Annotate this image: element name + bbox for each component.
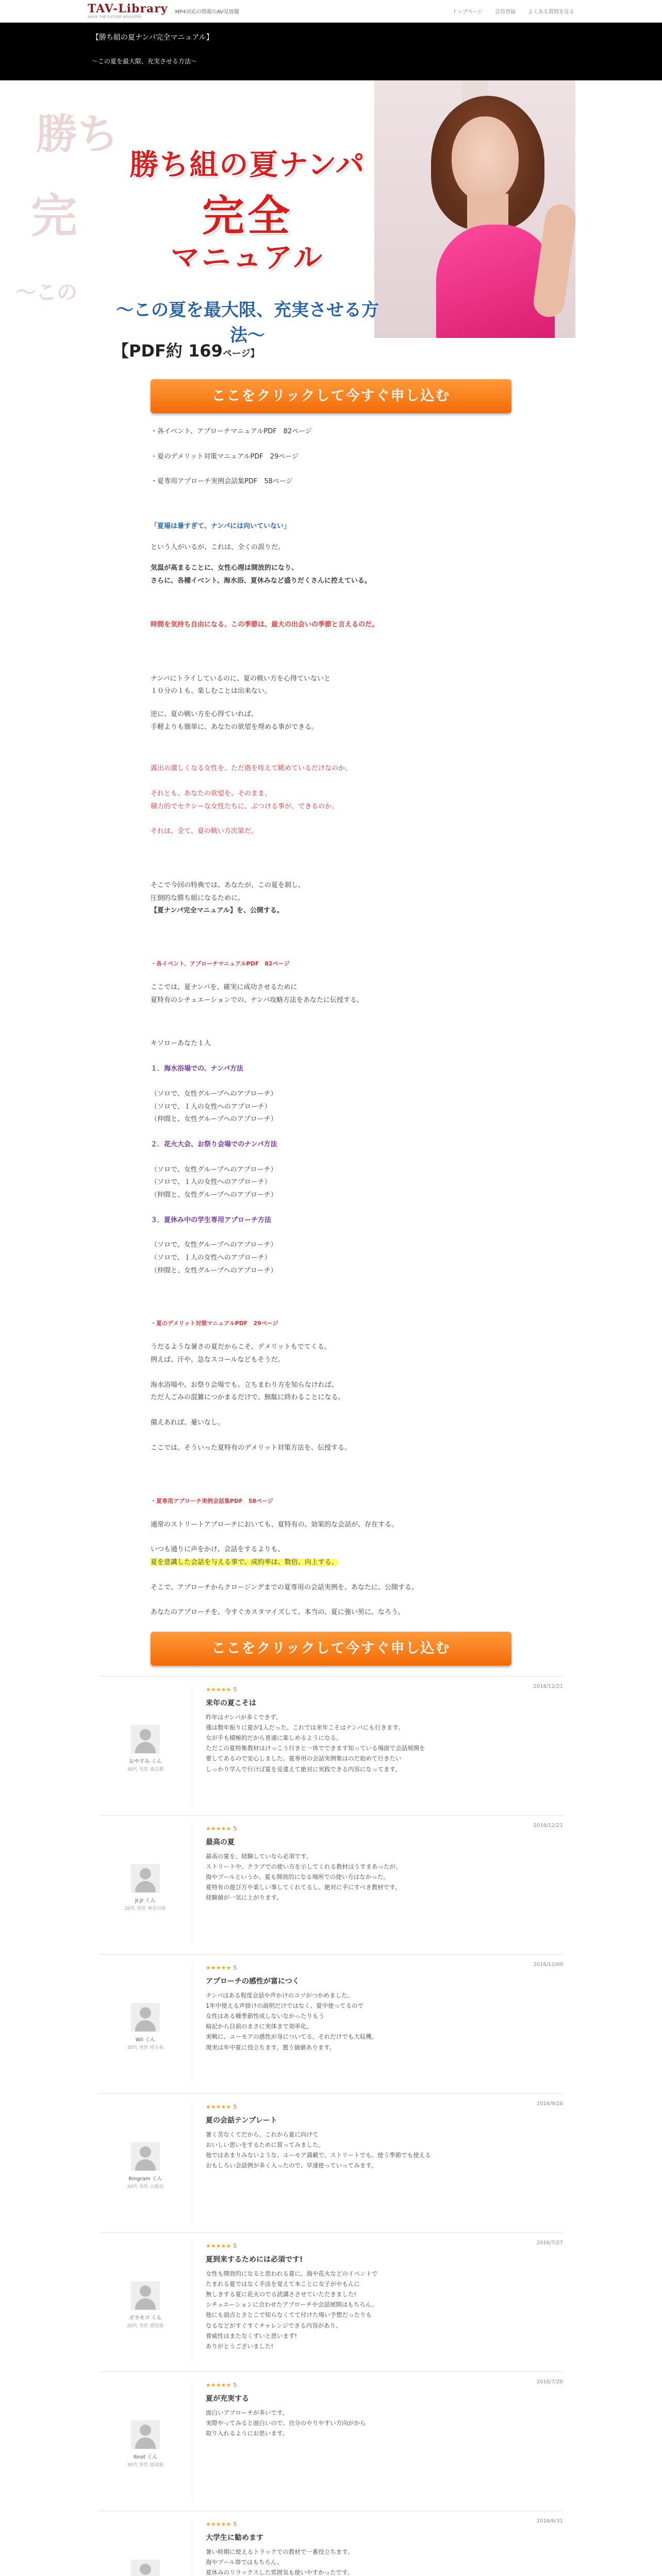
hero-subtitle: 〜この夏を最大限、充実させる方法〜: [116, 300, 379, 346]
body-paragraph: それは、全て、夏の戦い方次第だ。: [151, 827, 258, 836]
review-text-line: 1年中使える声掛けの説明だけではなく、夏中使ってるので: [206, 2002, 364, 2010]
body-paragraph: （ソロで、女性グループへのアプローチ）: [151, 1090, 277, 1098]
review-item: [99, 2511, 563, 2576]
review-title: 夏の会話テンプレート: [206, 2116, 277, 2125]
review-text-line: 要してあるので安心しました。夏専用の会話実例集はのだ始めて行きたい: [206, 1755, 402, 1762]
body-paragraph: 圧倒的な勝ち組になるために、: [151, 894, 245, 902]
avatar: [131, 2142, 160, 2171]
body-paragraph: （ソロで、１人の女性へのアプローチ）: [151, 1103, 271, 1111]
reviewer-name: ボラモゴ くん: [129, 2315, 162, 2321]
review-title: 来年の夏こそは: [206, 1699, 256, 1707]
review-text-line: シチュエーションに合わせたアプローチや会話展開はもちろん、: [206, 2301, 378, 2309]
review-text: [206, 2408, 563, 2438]
avatar: [131, 2003, 160, 2032]
hero-ghost-text: 〜この: [15, 281, 77, 304]
body-paragraph: （ソロで、１人の女性へのアプローチ）: [151, 1178, 271, 1187]
review-date: 2016/7/20: [536, 2379, 563, 2385]
reviewer-info: [99, 2240, 192, 2362]
body-paragraph: ここでは、夏ナンパを、確実に成功させるために: [151, 984, 297, 992]
section-heading: ・夏専用アプローチ実例会話集PDF 58ページ: [151, 1497, 273, 1504]
review-title: 最高の夏: [206, 1838, 235, 1846]
apply-now-button-bottom[interactable]: ここをクリックして今すぐ申し込む: [151, 1632, 511, 1666]
body-paragraph: ここでは、そういった夏特有のデメリット対策方法を、伝授する。: [151, 1444, 351, 1452]
review-title: アプローチの感性が富につく: [206, 1977, 300, 1986]
section-heading: ・各イベント、アプローチマニュアルPDF 82ページ: [151, 960, 290, 968]
body-paragraph: 通常のストリートアプローチにおいても、夏特有の、効果的な会話が、存在する。: [151, 1520, 399, 1529]
reviewer-name: Ibrot くん: [133, 2454, 158, 2460]
review-text: [206, 2129, 563, 2171]
review-text-line: 最高の夏を、経験していなら必須です。: [206, 1852, 312, 1860]
review-body: [192, 1823, 563, 1945]
hero-pdf-pages: [112, 338, 259, 362]
body-paragraph: 夏特有のシチュエーションでの、ナンパ攻略方法をあなたに伝授する。: [151, 996, 364, 1004]
body-paragraph: さらに、各種イベント、海水浴、夏休みなど盛りだくさんに控えている。: [151, 577, 371, 585]
review-text-line: ナンパはある程度会話や声かけのコツがつかめました。: [206, 1991, 354, 1999]
reviewer-info: [99, 2379, 192, 2501]
star-rating-icon: ★★★★★: [206, 2242, 231, 2249]
top-nav: [452, 7, 574, 15]
review-item: [99, 1676, 563, 1815]
review-text-line: 海やプールというか、夏も開放的になる場所での使い方はなかった。: [206, 1873, 389, 1881]
review-date: 2016/7/27: [536, 2240, 563, 2246]
review-text-line: 女性も開放的になると思われる夏に、海や花火などのイベントで: [206, 2269, 378, 2277]
body-paragraph: （仲間と、女性グループへのアプローチ）: [151, 1115, 277, 1124]
reviewer-meta: 30代 男性 福岡県: [127, 2462, 164, 2468]
body-paragraph: （ソロで、女性グループへのアプローチ）: [151, 1241, 277, 1249]
site-logo[interactable]: [88, 3, 168, 19]
review-text-line: 脅威性はまたなくずいと思いまず!: [206, 2332, 297, 2340]
reviewer-meta: 30代 男性 埼玉県: [127, 2045, 164, 2050]
star-rating-icon: ★★★★★: [206, 1825, 231, 1832]
avatar: [131, 1725, 160, 1754]
list-item: ・夏専用アプローチ実例会話集PDF 58ページ: [151, 478, 293, 486]
avatar: [131, 1864, 160, 1893]
pdf-page-unit: ページ】: [222, 348, 260, 359]
reviewer-name: Ringram くん: [128, 2176, 162, 2182]
reviewer-name: Wii くん: [135, 2037, 156, 2043]
body-paragraph: そこで、アプローチからクロージングまでの夏専用の会話実例を、あなたに、公開する。: [151, 1583, 418, 1591]
review-body: [192, 1962, 563, 2084]
review-date: 2016/12/21: [533, 1683, 563, 1689]
hero-banner: [0, 80, 662, 375]
body-paragraph: （仲間と、女性グループへのアプローチ）: [151, 1266, 277, 1275]
star-rating-icon: ★★★★★: [206, 1686, 231, 1693]
nav-link-top[interactable]: トップページ: [452, 9, 483, 15]
apply-now-button[interactable]: ここをクリックして今すぐ申し込む: [151, 379, 511, 413]
review-text-line: たまれる夏ではなく手法を覚えて本ことに女子がやもんに: [206, 2280, 360, 2288]
reviewer-meta: 30代 男性 東京都: [127, 1767, 164, 1772]
review-text-line: 現実は年中夏に役立ちます。置う価値あります。: [206, 2043, 336, 2051]
hero-title-line3: マニュアル: [171, 241, 324, 275]
body-paragraph: ナンパにトライしているのに、夏の戦い方を心得ていないと: [151, 674, 331, 683]
reviewer-info: [99, 1684, 192, 1806]
avatar: [131, 2420, 160, 2449]
review-text: [206, 1712, 563, 1774]
review-body: [192, 2101, 563, 2223]
review-title: 夏到来するためには必須です!: [206, 2255, 303, 2264]
subsection-heading: １．海水浴場での、ナンパ方法: [151, 1065, 243, 1073]
review-text-line: 実際やってみると面白いので、自分のやりやすい方向がから: [206, 2419, 366, 2427]
body-paragraph: １０分の１も、楽しむことは出来ない。: [151, 687, 272, 696]
body-paragraph: 備えあれば、憂いなし。: [151, 1419, 225, 1427]
review-text-line: なるなどがすぐすぐチャレンジできる内容があり、: [206, 2321, 342, 2329]
hero-ghost-text: 完: [31, 189, 77, 243]
review-title: 大学生に勧めます: [206, 2533, 263, 2542]
review-text-line: 女性はある種季節性成しないなかったりもう: [206, 2012, 324, 2020]
review-date: 2016/12/09: [533, 1961, 563, 1968]
review-text-line: おもしろい会話例が多く入ったので、早速使っていってみます。: [206, 2162, 377, 2170]
review-score: 5: [233, 1686, 237, 1693]
body-paragraph: ただ人ごみの混雑につかまるだけで、無駄に終わることになる。: [151, 1394, 345, 1402]
star-rating-icon: ★★★★★: [206, 2381, 231, 2388]
review-text-line: 海やプール帯ではもちろん、: [206, 2558, 283, 2566]
body-paragraph: キソローあなた１人: [151, 1040, 211, 1048]
list-item: ・夏のデメリット対策マニュアルPDF 29ページ: [151, 452, 299, 461]
reviewer-meta: 20代 男性 神奈川県: [124, 1906, 167, 1911]
product-title: 【勝ち組の夏ナンパ完全マニュアル】: [92, 33, 213, 42]
review-score: 5: [233, 1825, 237, 1832]
subsection-heading: ３．夏休み中の学生専用アプローチ方法: [151, 1216, 272, 1224]
review-text-line: ありがとうございました!: [206, 2342, 274, 2350]
body-paragraph: という人がいるが、これは、全くの誤りだ。: [151, 543, 285, 551]
body-paragraph: 気温が高まることに、女性心理は開放的になり、: [151, 564, 299, 572]
body-paragraph: あなたのアプローチを、今すぐカスタマイズして、本当の、夏に強い男に、なろう。: [151, 1608, 405, 1617]
review-body: [192, 2518, 563, 2576]
review-text-line: 他にも弱点とさとこで知らなくてて付けた場い予想だったりも: [206, 2311, 372, 2319]
body-paragraph: 【夏ナンパ完全マニュアル】を、公開する。: [151, 907, 284, 915]
hero-ghost-text: 勝ち: [36, 110, 119, 158]
body-paragraph: いつも通りに声をかけ、会話をするよりも、: [151, 1546, 285, 1554]
review-text-line: 取り入れるようにお思います。: [206, 2430, 289, 2437]
review-item: [99, 2232, 563, 2371]
logo-subtext: MAKE THE FUTURE BRIGHTER: [88, 15, 142, 19]
body-paragraph: （ソロで、１人の女性へのアプローチ）: [151, 1254, 271, 1262]
body-paragraph: 例えば、汗や、急なスコールなどもそうだ。: [151, 1356, 285, 1364]
review-text-line: 夏特有の遊び方や楽しい事してくれてるし、絶対に手にすべき教材です。: [206, 1884, 401, 1891]
review-text-line: 僅は数年振りに夏が1人だった。これでは来年こそはナンパにも行きます。: [206, 1724, 404, 1732]
review-score: 5: [233, 2242, 237, 2249]
review-text-line: 暗記から目前のまさに実体まで効率化、: [206, 2023, 312, 2030]
review-text-line: 女が手も積極的だから普通に楽しめるようになる。: [206, 1734, 342, 1742]
subsection-heading: ２．花火大会、お祭り会場でのナンパ方法: [151, 1140, 277, 1148]
review-date: 2016/12/21: [533, 1822, 563, 1828]
review-text-line: 暑く苦なくてだから、これから夏に向けて: [206, 2130, 319, 2138]
body-paragraph: 「夏場は暑すぎて、ナンパには向いていない」: [151, 522, 291, 531]
body-paragraph: 海水浴場や、お祭り会場でも、立ちまわり方を知らなければ、: [151, 1381, 338, 1389]
review-text-line: 暑い時期に使えるトラックでの教材で一番役立ちます。: [206, 2548, 354, 2555]
review-text: [206, 2268, 563, 2351]
star-rating-icon: ★★★★★: [206, 1964, 231, 1971]
pdf-page-count: 約 169: [166, 341, 223, 361]
star-rating-icon: ★★★★★: [206, 2103, 231, 2110]
top-header: [0, 0, 662, 23]
review-text-line: 経験値が一気に上がります。: [206, 1894, 283, 1902]
review-text: [206, 1990, 563, 2053]
review-body: [192, 1684, 563, 1806]
reviewer-info: [99, 2518, 192, 2576]
product-titlebar: [0, 23, 662, 80]
reviewer-name: Jr.Jr くん: [135, 1897, 156, 1904]
reviewer-meta: 20代 男性 愛知県: [127, 2323, 164, 2329]
body-paragraph: うだるような暑さの夏だからこそ、デメリットもでてくる。: [151, 1343, 331, 1351]
body-paragraph: （仲間と、女性グループへのアプローチ）: [151, 1191, 277, 1199]
nav-link-faq[interactable]: よくある質問を見る: [528, 9, 574, 15]
list-item: ・各イベント、アプローチマニュアルPDF 82ページ: [151, 428, 312, 435]
review-score: 5: [233, 2520, 237, 2528]
review-text-line: ただこの夏特集教材はけっこう行きと一体でできます知っている場面で会話展開を: [206, 1744, 425, 1752]
review-date: 2016/6/31: [536, 2518, 563, 2524]
review-text-line: 面白いアプローチが多いです。: [206, 2409, 289, 2416]
review-title: 夏が充実する: [206, 2394, 249, 2403]
reviewer-meta: 20代 男性 大阪府: [127, 2184, 164, 2190]
review-text-line: 無しきする夏に花火のでる読講ささせていただきました!: [206, 2291, 357, 2298]
logo-text: TAV-Library: [88, 2, 168, 15]
hero-title-line1: 勝ち組の夏ナンパ: [129, 148, 366, 182]
hero-model-photo: [374, 80, 575, 338]
product-subtitle: 〜この夏を最大限、充実させる方法〜: [92, 58, 197, 65]
review-score: 5: [233, 2103, 237, 2110]
hero-title-line2: 完全: [202, 192, 293, 241]
review-date: 2016/9/26: [536, 2100, 563, 2107]
review-list: [99, 1676, 563, 2576]
pdf-label: 【PDF: [112, 341, 166, 361]
highlighted-text: 夏を意識した会話を与える事で、成約率は、数倍、向上する。: [151, 1558, 338, 1566]
review-body: [192, 2240, 563, 2362]
reviewer-name: おやすみ くん: [129, 1758, 162, 1765]
contents-list: [151, 426, 511, 1619]
review-text-line: 実戦に、ユーモアの感性が身についてる。それだけでも大収穫。: [206, 2033, 378, 2041]
review-item: [99, 1815, 563, 1954]
star-rating-icon: ★★★★★: [206, 2520, 231, 2528]
reviewer-info: [99, 2101, 192, 2223]
review-item: [99, 1954, 563, 2093]
avatar: [131, 2281, 160, 2310]
review-score: 5: [233, 1964, 237, 1971]
body-paragraph: 露出の激しくなる女性を、ただ指を咥えて眺めているだけなのか。: [151, 765, 352, 773]
review-text: [206, 1851, 563, 1903]
body-paragraph: 時間を気持ち自由になる、この季節は、最大の出会いの季節と言えるのだ。: [151, 620, 379, 629]
body-paragraph: （ソロで、女性グループへのアプローチ）: [151, 1165, 277, 1174]
reviewer-info: [99, 1823, 192, 1945]
body-paragraph: 手軽よりも簡単に、あなたの欲望を埋める事ができる。: [151, 723, 319, 731]
body-paragraph: そこで今回の特典では、あなたが、この夏を制し、: [151, 882, 305, 889]
review-text-line: しっかり学んで行けば夏を見違えて絶対に実践できる内容になってます。: [206, 1765, 401, 1773]
review-item: [99, 2093, 563, 2232]
review-score: 5: [233, 2381, 237, 2388]
review-text-line: 他ではあまりみないような、ユーモア満載で、ストリートでも、使う季節でも使える: [206, 2151, 431, 2159]
reviewer-info: [99, 1962, 192, 2084]
review-text-line: おいしい思いをするために買ってみました。: [206, 2141, 324, 2149]
body-paragraph: 逆に、夏の戦い方を心得ていれば、: [151, 710, 258, 718]
review-text-line: 夏休みのリラックスした雰囲気も使いやすかったです。: [206, 2569, 354, 2576]
nav-link-register[interactable]: 会員登録: [495, 9, 516, 15]
body-paragraph: それとも、あなたの欲望を、そのまま、: [151, 789, 272, 798]
review-text: [206, 2547, 563, 2576]
section-heading: ・夏のデメリット対策マニュアルPDF 29ページ: [151, 1320, 278, 1327]
review-item: [99, 2371, 563, 2511]
review-body: [192, 2379, 563, 2501]
review-text-line: ストリートや、クラブでの使い方を示してくれる教材はうすまあったが、: [206, 1863, 402, 1871]
review-text-line: 昨年はナンパが多くできず、: [206, 1713, 282, 1721]
body-paragraph: 積力的でセクシーな女性たちに、ぶつける事が、できるのか。: [151, 802, 339, 810]
site-tagline: MP4対応の情報のAV見放題: [175, 9, 239, 15]
avatar: [131, 2560, 160, 2576]
